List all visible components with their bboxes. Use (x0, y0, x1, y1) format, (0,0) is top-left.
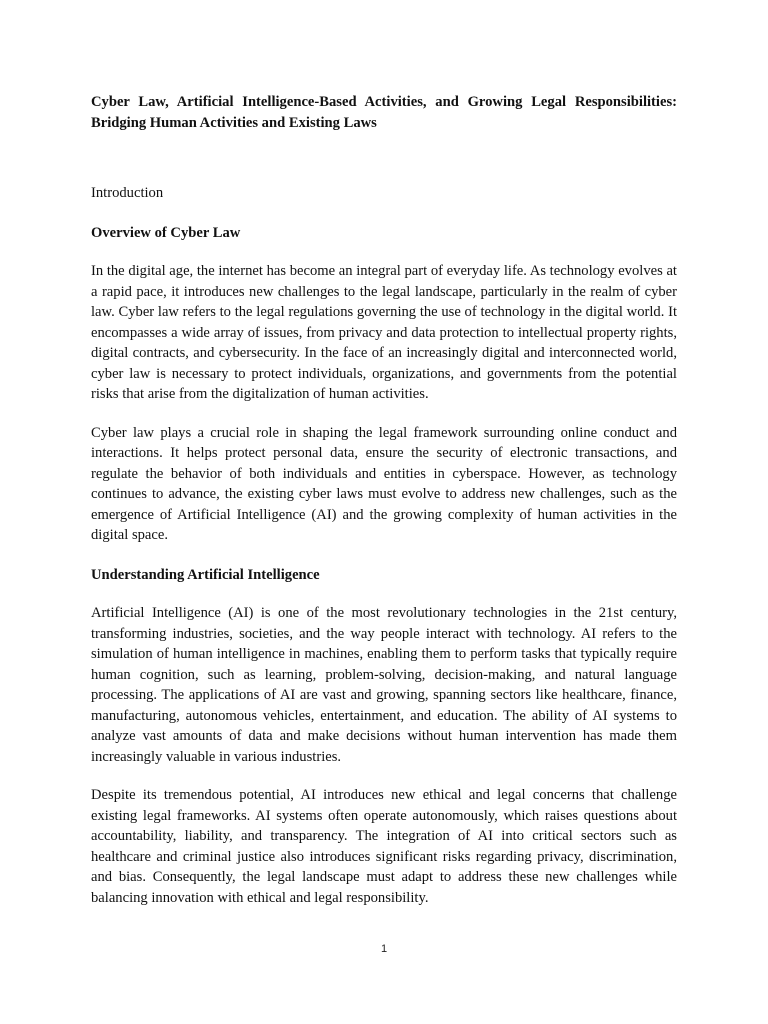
heading-overview-of-cyber-law: Overview of Cyber Law (91, 224, 241, 241)
section-label-introduction: Introduction (91, 185, 164, 201)
document-title: Cyber Law, Artificial Intelligence-Based Activities, and Growing Legal Responsibilities: Bridging Human Activities and Existing Laws (91, 94, 677, 131)
heading-understanding-ai: Understanding Artificial Intelligence (91, 566, 320, 583)
paragraph: Despite its tremendous potential, AI introduces new ethical and legal concerns that challenge existing legal frameworks. AI systems often operate autonomously, which raises questions about accountability, liability, and transparency. The integration of AI into critical sectors such as healthcare and criminal justice also introduces significant risks regarding privacy, discrimination, and bias. Consequently, the legal landscape must adapt to address these new challenges while balancing innovation with ethical and legal responsibility. (91, 787, 677, 906)
paragraph: Artificial Intelligence (AI) is one of the most revolutionary technologies in the 21st century, transforming industries, societies, and the way people interact with technology. AI refers to the simulation of human intelligence in machines, enabling them to perform tasks that typically require human cognition, such as learning, problem-solving, decision-making, and natural language processing. The applications of AI are vast and growing, spanning sectors like healthcare, finance, manufacturing, autonomous vehicles, entertainment, and education. The ability of AI systems to analyze vast amounts of data and make decisions without human intervention has made them increasingly valuable in various industries. (91, 605, 677, 765)
document-page (91, 92, 677, 908)
paragraph: Cyber law plays a crucial role in shaping the legal framework surrounding online conduct and interactions. It helps protect personal data, ensure the security of electronic transactions, and regulate the behavior of both individuals and entities in cyberspace. However, as technology continues to advance, the existing cyber laws must evolve to address new challenges, such as the emergence of Artificial Intelligence (AI) and the growing complexity of human activities in the digital space. (91, 424, 677, 543)
paragraph: In the digital age, the internet has become an integral part of everyday life. As technology evolves at a rapid pace, it introduces new challenges to the legal landscape, particularly in the realm of cyber law. Cyber law refers to the legal regulations governing the use of technology in the digital world. It encompasses a wide array of issues, from privacy and data protection to intellectual property rights, digital contracts, and cybersecurity. In the face of an increasingly digital and interconnected world, cyber law is necessary to protect individuals, organizations, and governments from the potential risks that arise from the digitalization of human activities. (91, 263, 677, 402)
page-number: 1 (380, 943, 388, 955)
